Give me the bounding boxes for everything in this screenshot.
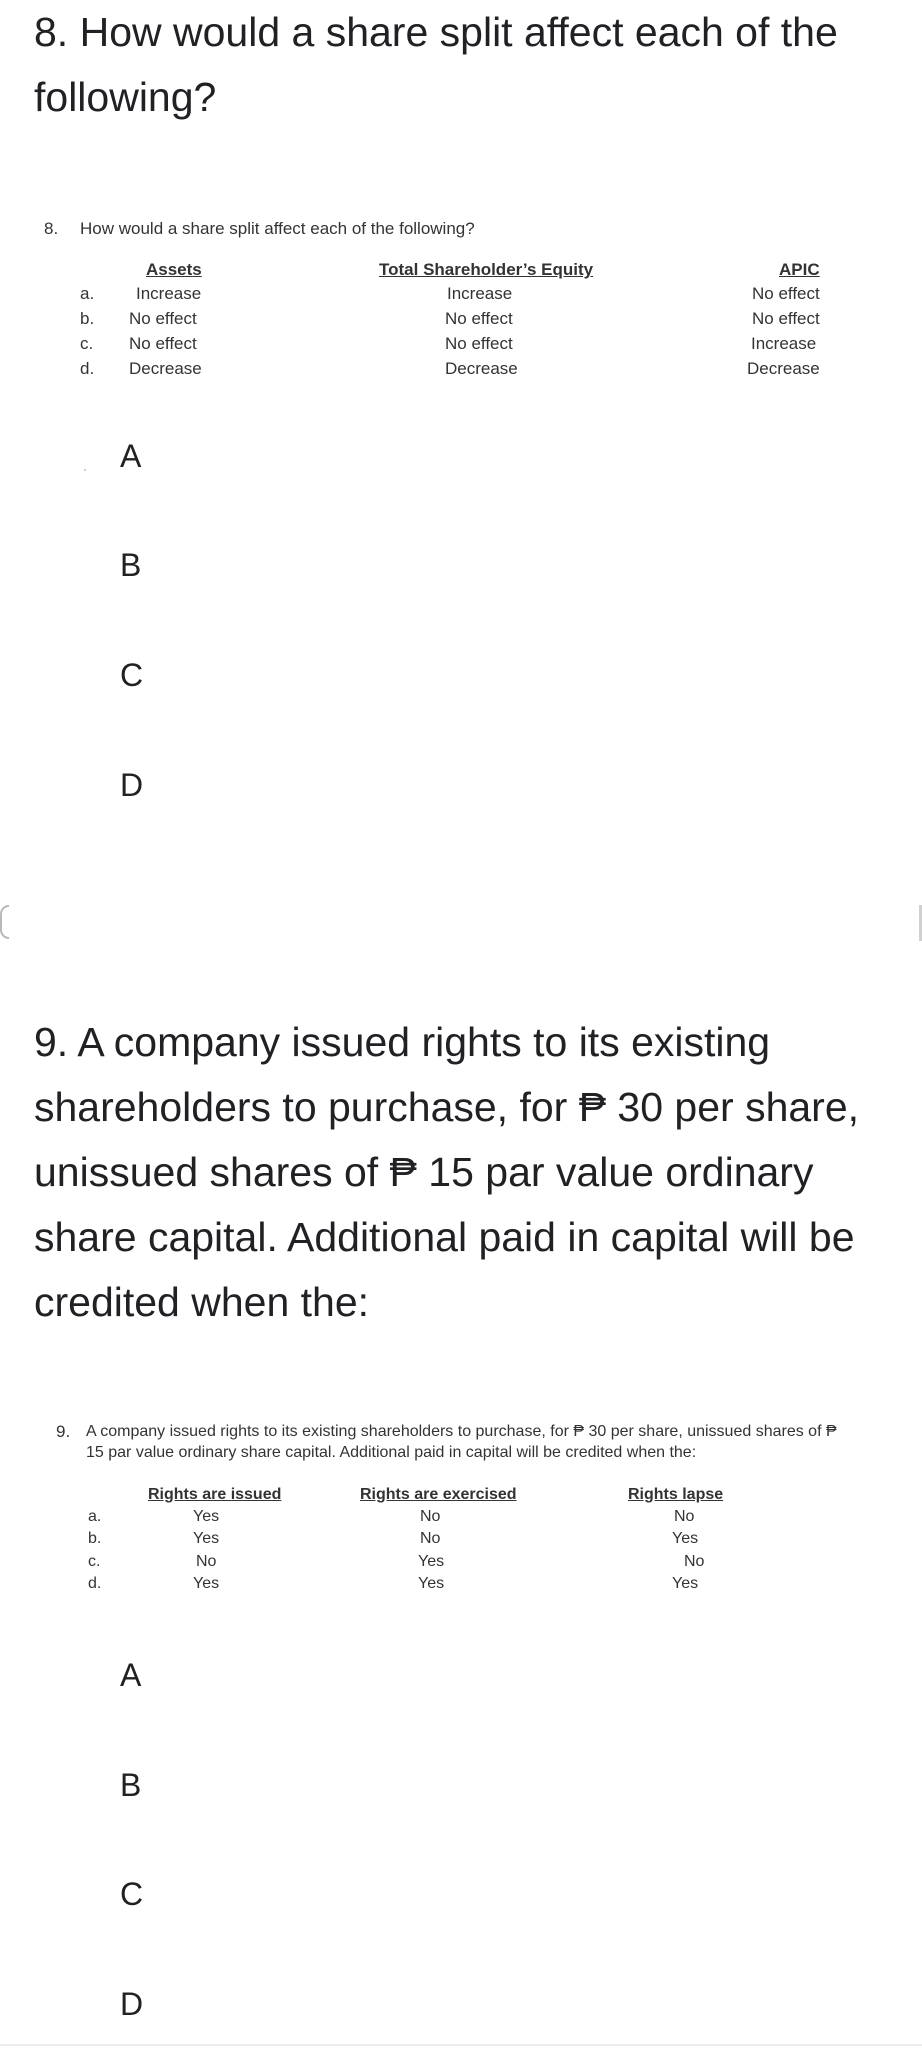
table-cell: Increase [751,334,817,353]
column-header-rights-exercised: Rights are exercised [360,1486,517,1503]
table-cell: No effect [129,334,197,353]
column-header-rights-lapse: Rights lapse [628,1486,724,1503]
table-cell: No effect [445,334,513,353]
table-cell: No [196,1553,217,1570]
row-letter: c. [88,1553,101,1570]
table-cell: No effect [752,284,820,303]
table-cell: Decrease [129,359,202,378]
table-cell: No [420,1508,441,1525]
option-a-q8[interactable]: A [120,438,142,474]
bottom-divider [0,2044,922,2046]
column-header-total-equity: Total Shareholder’s Equity [379,260,594,279]
question-8-image [44,214,844,394]
embedded-question-body: A company issued rights to its existing shareholders to purchase, for ₱ 30 per share, unissued shares of ₱ 15 par value ordinary share capital. Additional paid in capital will be credited when the: [86,1423,837,1461]
embedded-question-number: 8. [44,219,59,238]
option-a-q9[interactable]: A [120,1657,142,1693]
embedded-question-body: How would a share split affect each of the following? [80,219,475,238]
table-cell: No [674,1508,695,1525]
table-cell: Yes [193,1530,220,1547]
column-header-assets: Assets [146,260,202,279]
table-cell: No effect [129,309,197,328]
row-letter: b. [80,309,95,328]
table-cell: Decrease [747,359,820,378]
row-letter: b. [88,1530,102,1547]
option-b-q8[interactable]: B [120,547,142,583]
question-9-image [56,1415,836,1605]
table-cell: Decrease [445,359,518,378]
row-letter: d. [80,359,95,378]
table-cell: Yes [418,1575,445,1592]
table-cell: No effect [752,309,820,328]
column-header-apic: APIC [779,260,820,279]
table-cell: Yes [672,1575,699,1592]
option-d-q8[interactable]: D [120,767,144,803]
previous-edge-handle[interactable] [0,905,9,939]
row-letter: d. [88,1575,102,1592]
table-cell: Increase [447,284,513,303]
row-letter: a. [88,1508,102,1525]
option-c-q9[interactable]: C [120,1876,144,1912]
embedded-question-number: 9. [56,1422,71,1441]
table-cell: Yes [193,1575,220,1592]
row-letter: a. [80,284,95,303]
table-cell: Yes [418,1553,445,1570]
option-c-q8[interactable]: C [120,657,144,693]
table-cell: No effect [445,309,513,328]
column-header-rights-issued: Rights are issued [148,1486,282,1503]
artifact-dot [84,469,86,471]
question-8-title: 8. How would a share split affect each of the following? [34,9,838,120]
table-cell: Increase [136,284,202,303]
option-b-q9[interactable]: B [120,1767,142,1803]
table-cell: No [420,1530,441,1547]
option-d-q9[interactable]: D [120,1986,144,2022]
table-cell: No [684,1553,705,1570]
question-9-title: 9. A company issued rights to its existing shareholders to purchase, for ₱ 30 per share, unissued shares of ₱ 15 par value ordinary share capital. Additional paid in capital will be credited when the: [34,1019,860,1325]
row-letter: c. [80,334,94,353]
table-cell: Yes [193,1508,220,1525]
table-cell: Yes [672,1530,699,1547]
